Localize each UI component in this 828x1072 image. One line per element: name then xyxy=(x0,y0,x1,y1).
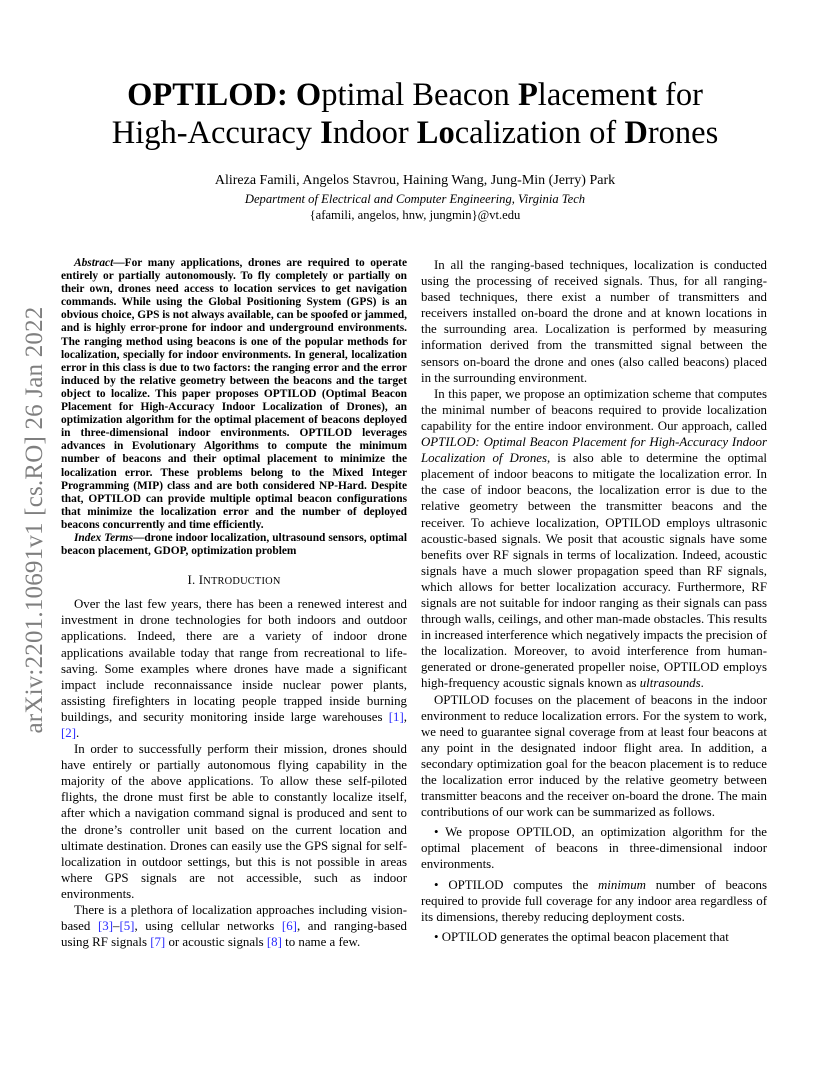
title-segment: I xyxy=(320,115,333,151)
body-text: In this paper, we propose an optimization scheme that computes the minimal number of beacons required to provide localization capability for the entire indoor environment. Our approach, called xyxy=(421,386,767,433)
abstract xyxy=(61,257,407,532)
body-text: , is also able to determine the optimal placement of indoor beacons to mitigate the localization error. In the case of indoor beacons, the localization error is due to the relative geometry between the transmitter beacons and the receiver. To achieve localization, OPTILOD employs ultrasonic acoustic-based signals. We posit that acoustic signals have some benefits over RF signals in terms of localization. Indeed, acoustic signals have a much slower propagation speed than RF signals, which allows for better localization accuracy. Furthermore, RF signals are not suitable for indoor ranging as their signals can pass through walls, ceilings, and other man-made obstacles. This results in increased interference which negatively impacts the precision of the localization. Moreover, to avoid interference from human-generated or drone-generated propeller noise, OPTILOD employs high-frequency acoustic signals known as xyxy=(421,451,767,691)
paper-title xyxy=(60,76,770,152)
right-column-paragraphs xyxy=(421,257,767,820)
arxiv-identifier-stamp: arXiv:2201.10691v1 [cs.RO] 26 Jan 2022 xyxy=(21,306,48,734)
emphasis-text: OPTILOD: Optimal Beacon Placement for High-Accuracy Indoor Localization of Drones xyxy=(421,435,767,466)
contribution-list xyxy=(421,824,767,945)
title-segment: OPTILOD: xyxy=(127,77,288,113)
title-segment: lacemen xyxy=(537,77,647,113)
title-segment xyxy=(288,77,296,113)
contribution-item xyxy=(421,929,767,945)
body-text: to name a few. xyxy=(281,935,361,950)
affiliation: Department of Electrical and Computer Engineering, Virginia Tech xyxy=(244,192,586,206)
title-segment: ndoor xyxy=(332,115,417,151)
body-text: In all the ranging-based techniques, localization is conducted using the processing of received signals. Thus, for all ranging-based techniques, there exist a number of transmitters and receivers installed on-board the drone and at known locations in the surrounding area. Localization is performed by measuring information derived from the transmitted signal between the sensors on-board the drone and ones (also called beacons) placed in the surrounding environment. xyxy=(421,258,767,385)
body-text: number of beacons required to provide full coverage for any indoor area regardless of its dimensions, thereby reducing deployment costs. xyxy=(421,877,767,924)
title-line-2 xyxy=(60,114,770,152)
bullet-icon: • xyxy=(434,825,446,840)
title-segment: O xyxy=(295,77,322,113)
title-segment: rones xyxy=(647,115,719,151)
index-terms-text: —drone indoor localization, ultrasound sensors, optimal beacon placement, GDOP, optimization problem xyxy=(61,531,407,558)
citation-link[interactable]: [3] xyxy=(97,919,113,934)
title-segment: D xyxy=(624,115,648,151)
emphasis-text: ultrasounds xyxy=(639,676,701,691)
body-text: or acoustic signals xyxy=(165,935,267,950)
paragraph xyxy=(421,386,767,692)
index-terms-label: Index Terms xyxy=(74,531,133,544)
bullet-icon: • xyxy=(434,877,449,892)
body-text: We propose OPTILOD, an optimization algorithm for the optimal placement of beacons in three-dimensional indoor environments. xyxy=(421,825,767,872)
bullet-icon: • xyxy=(434,929,442,944)
title-segment: for xyxy=(656,77,703,113)
body-text: OPTILOD computes the xyxy=(448,877,598,892)
index-terms xyxy=(61,532,407,558)
body-text: , and ranging-based using RF signals xyxy=(61,919,407,950)
body-text: . xyxy=(76,726,80,740)
left-column xyxy=(61,257,407,950)
paragraph xyxy=(421,257,767,386)
title-segment: calization of xyxy=(454,115,625,151)
citation-link[interactable]: [6] xyxy=(281,919,297,934)
title-segment: Lo xyxy=(416,115,455,151)
body-text: , using cellular networks xyxy=(134,919,282,934)
citation-link[interactable]: [1] xyxy=(388,709,404,724)
title-segment: P xyxy=(517,77,538,113)
body-text: In order to successfully perform their mission, drones should have entirely or partially autonomous flying capability in the majority of the above applications. To allow these self-piloted flights, the drone must first be able to constantly localize itself, after which a navigation command signal is produced and sent to the drone’s controller unit based on the current location and ultimate destination. Drones can easily use the GPS signal for self-localization in outdoor settings, but this is not possible in areas where GPS signals are not accessible, such as indoor environments. xyxy=(61,742,407,901)
paragraph xyxy=(61,902,407,950)
emphasis-text: minimum xyxy=(597,877,646,892)
body-text: Over the last few years, there has been a renewed interest and investment in drone technologies for both indoors and outdoor applications. Indeed, there are a variety of indoor drone applications available today that range from recreational to life-saving. Some examples where drones have made a significant impact include reconnaissance inside nuclear power plants, assisting firefighters in locating people trapped inside burning buildings, and security monitoring inside large warehouses xyxy=(61,597,407,724)
abstract-text: —For many applications, drones are required to operate entirely or partially autonomously. To fly completely or partially on their own, drones need access to location services to get navigation commands. While using the Global Positioning System (GPS) is an obvious choice, GPS is not always available, can be spoofed or jammed, and is highly error-prone for indoor and underground environments. The ranging method using beacons is one of the popular methods for localization, specially for indoor environments. In general, localization error in this class is due to two factors: the ranging error and the error induced by the relative geometry between the beacons and the target object to localize. This paper proposes OPTILOD (Optimal Beacon Placement for High-Accuracy Indoor Localization of Drones), an optimization algorithm for the optimal placement of beacons deployed in three-dimensional indoor environments. OPTILOD leverages advances in Evolutionary Algorithms to compute the minimum number of beacons and their optimal placement to minimize the localization error. These problems belong to the Mixed Integer Programming (MIP) class and are both considered NP-Hard. Despite that, OPTILOD can provide multiple optimal beacon configurations that minimize the localization error and the number of deployed beacons concurrently and time efficiently. xyxy=(61,257,407,531)
author-emails: {afamili, angelos, hnw, jungmin}@vt.edu xyxy=(309,208,521,222)
title-segment: ptimal Beacon xyxy=(321,77,518,113)
right-column xyxy=(421,257,767,945)
title-line-1 xyxy=(60,76,770,114)
title-segment: t xyxy=(646,77,657,113)
body-text: OPTILOD generates the optimal beacon placement that xyxy=(441,929,729,944)
contribution-item xyxy=(421,877,767,925)
body-text: , xyxy=(403,709,407,724)
title-segment: High-Accuracy xyxy=(111,115,321,151)
section-heading-introduction: I. INTRODUCTION xyxy=(187,573,281,588)
citation-link[interactable]: [5] xyxy=(119,919,135,934)
introduction-paragraphs xyxy=(61,596,407,950)
body-text: . xyxy=(700,676,704,691)
paragraph xyxy=(61,596,407,741)
body-text: There is a plethora of localization approaches including vision-based xyxy=(61,903,407,934)
paragraph xyxy=(61,741,407,902)
citation-link[interactable]: [7] xyxy=(150,935,166,950)
contribution-item xyxy=(421,824,767,872)
citation-link[interactable]: [2] xyxy=(61,726,77,740)
paragraph xyxy=(421,692,767,821)
citation-link[interactable]: [8] xyxy=(266,935,282,950)
author-list: Alireza Famili, Angelos Stavrou, Haining Wang, Jung-Min (Jerry) Park xyxy=(214,173,616,188)
body-text: OPTILOD focuses on the placement of beacons in the indoor environment to reduce localization errors. For the system to work, we need to guarantee signal coverage from at least four beacons at any point in the designated indoor flight area. In addition, a secondary optimization goal for the beacon placement is to reduce the localization error induced by the relative geometry between transmitter beacons and the receiver on-board the drone. The main contributions of our work can be summarized as follows. xyxy=(421,692,767,820)
abstract-label: Abstract xyxy=(74,257,114,269)
body-text: – xyxy=(112,919,120,934)
